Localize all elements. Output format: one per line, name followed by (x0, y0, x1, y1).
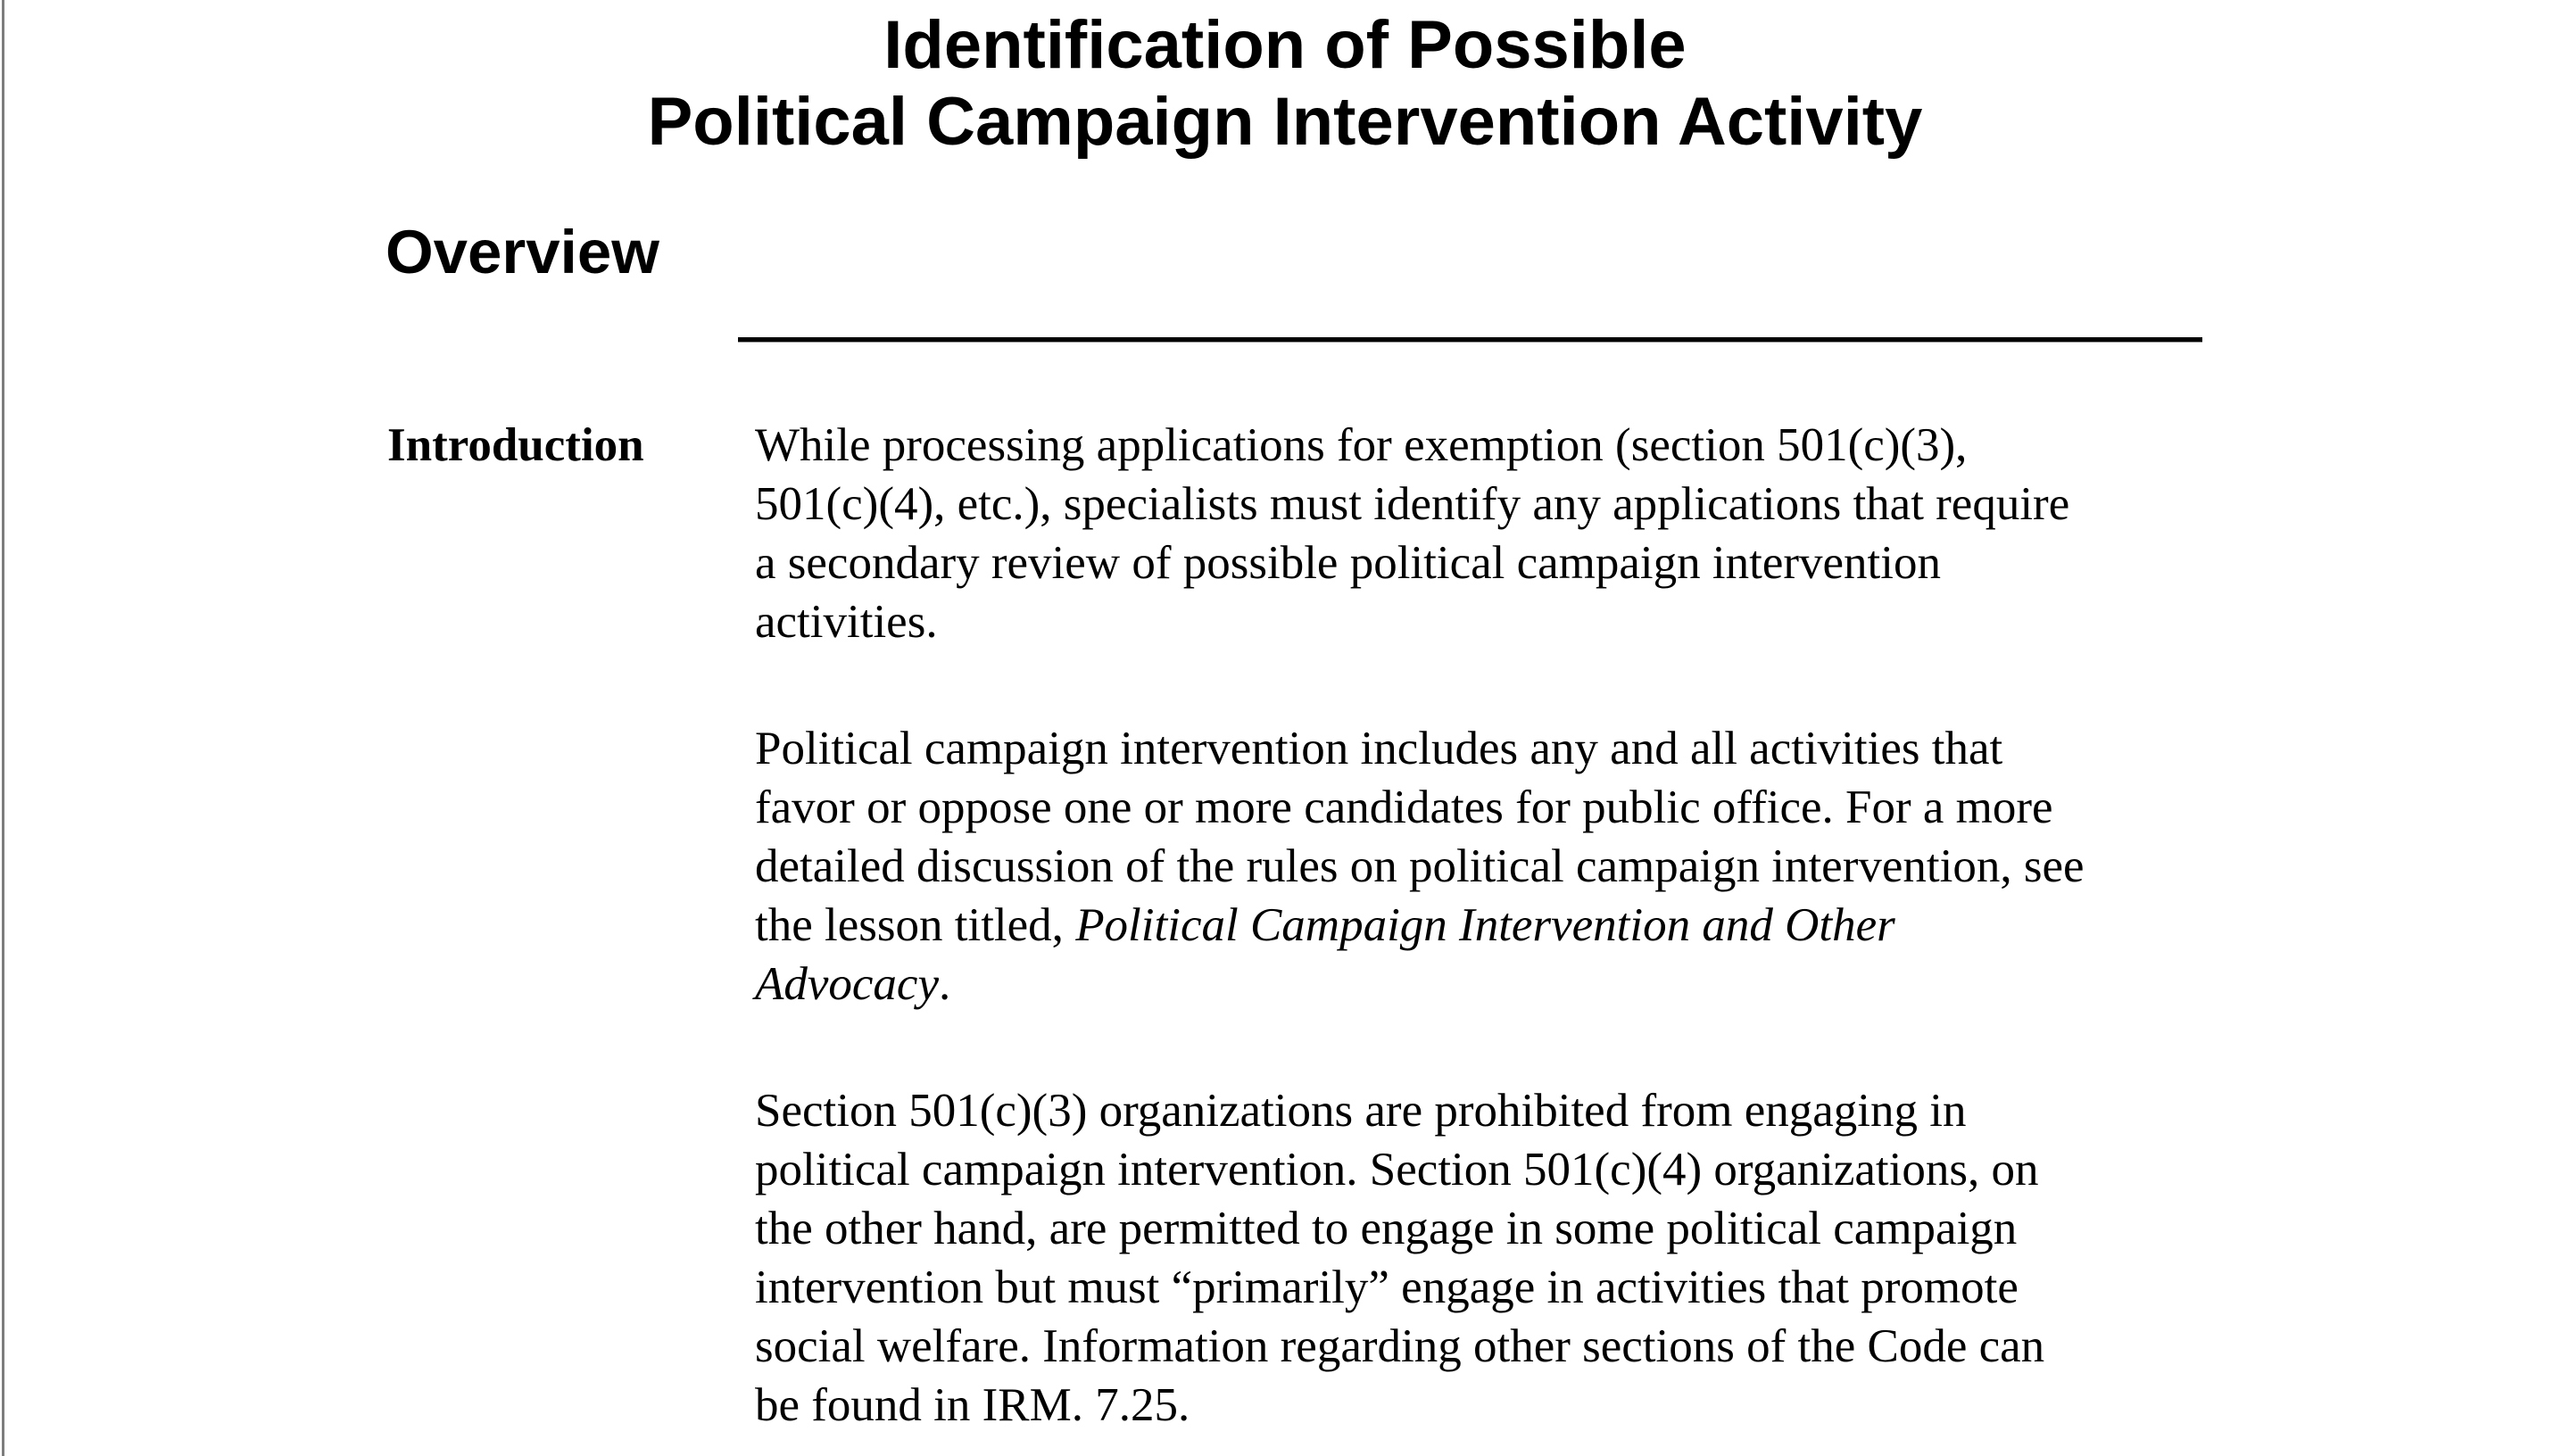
section-heading-overview: Overview (386, 218, 659, 286)
text-line (755, 955, 2254, 1013)
text-line (755, 719, 2254, 778)
body-text-column (755, 416, 2254, 1435)
text-line (755, 1081, 2254, 1140)
section-divider-rule (738, 337, 2202, 343)
text-line (755, 1317, 2254, 1376)
text-segment: favor or oppose one or more candidates for public office. For a more (755, 782, 2053, 833)
text-segment: a secondary review of possible political campaign intervention (755, 537, 1941, 589)
body-paragraph-2 (755, 719, 2254, 1013)
body-paragraph-3 (755, 1081, 2254, 1435)
text-line (755, 837, 2254, 896)
text-segment: be found in IRM. 7.25. (755, 1379, 1190, 1431)
text-line (755, 1199, 2254, 1258)
text-segment: While processing applications for exemption (section 501(c)(3), (755, 419, 1968, 471)
document-title-line-1: Identification of Possible (883, 7, 1687, 83)
text-segment: Political campaign intervention includes any and all activities that (755, 723, 2003, 774)
text-line (755, 1376, 2254, 1435)
block-label-introduction: Introduction (387, 419, 644, 471)
text-line (755, 534, 2254, 592)
text-line (755, 416, 2254, 475)
text-segment: detailed discussion of the rules on political campaign intervention, see (755, 840, 2085, 892)
text-line (755, 592, 2254, 651)
text-segment: intervention but must “primarily” engage in activities that promote (755, 1262, 2019, 1313)
text-segment: 501(c)(4), etc.), specialists must identify any applications that require (755, 478, 2070, 530)
text-segment: social welfare. Information regarding other sections of the Code can (755, 1320, 2045, 1372)
body-paragraph-1 (755, 416, 2254, 651)
italic-text-segment: Advocacy (755, 958, 939, 1010)
text-line (755, 1140, 2254, 1199)
document-title-line-2: Political Campaign Intervention Activity (647, 84, 1923, 160)
text-line (755, 896, 2254, 955)
text-line (755, 778, 2254, 837)
italic-text-segment: Political Campaign Intervention and Other (1075, 899, 1895, 951)
text-segment: political campaign intervention. Section 501(c)(4) organizations, on (755, 1144, 2039, 1195)
document-title (0, 7, 2570, 161)
text-segment: the lesson titled, (755, 899, 1076, 951)
page-edge-line (2, 0, 4, 1456)
text-segment: the other hand, are permitted to engage in some political campaign (755, 1203, 2018, 1254)
text-segment: Section 501(c)(3) organizations are prohibited from engaging in (755, 1085, 1967, 1137)
text-line (755, 475, 2254, 534)
text-segment: . (938, 958, 951, 1010)
text-line (755, 1258, 2254, 1317)
text-segment: activities. (755, 596, 938, 648)
